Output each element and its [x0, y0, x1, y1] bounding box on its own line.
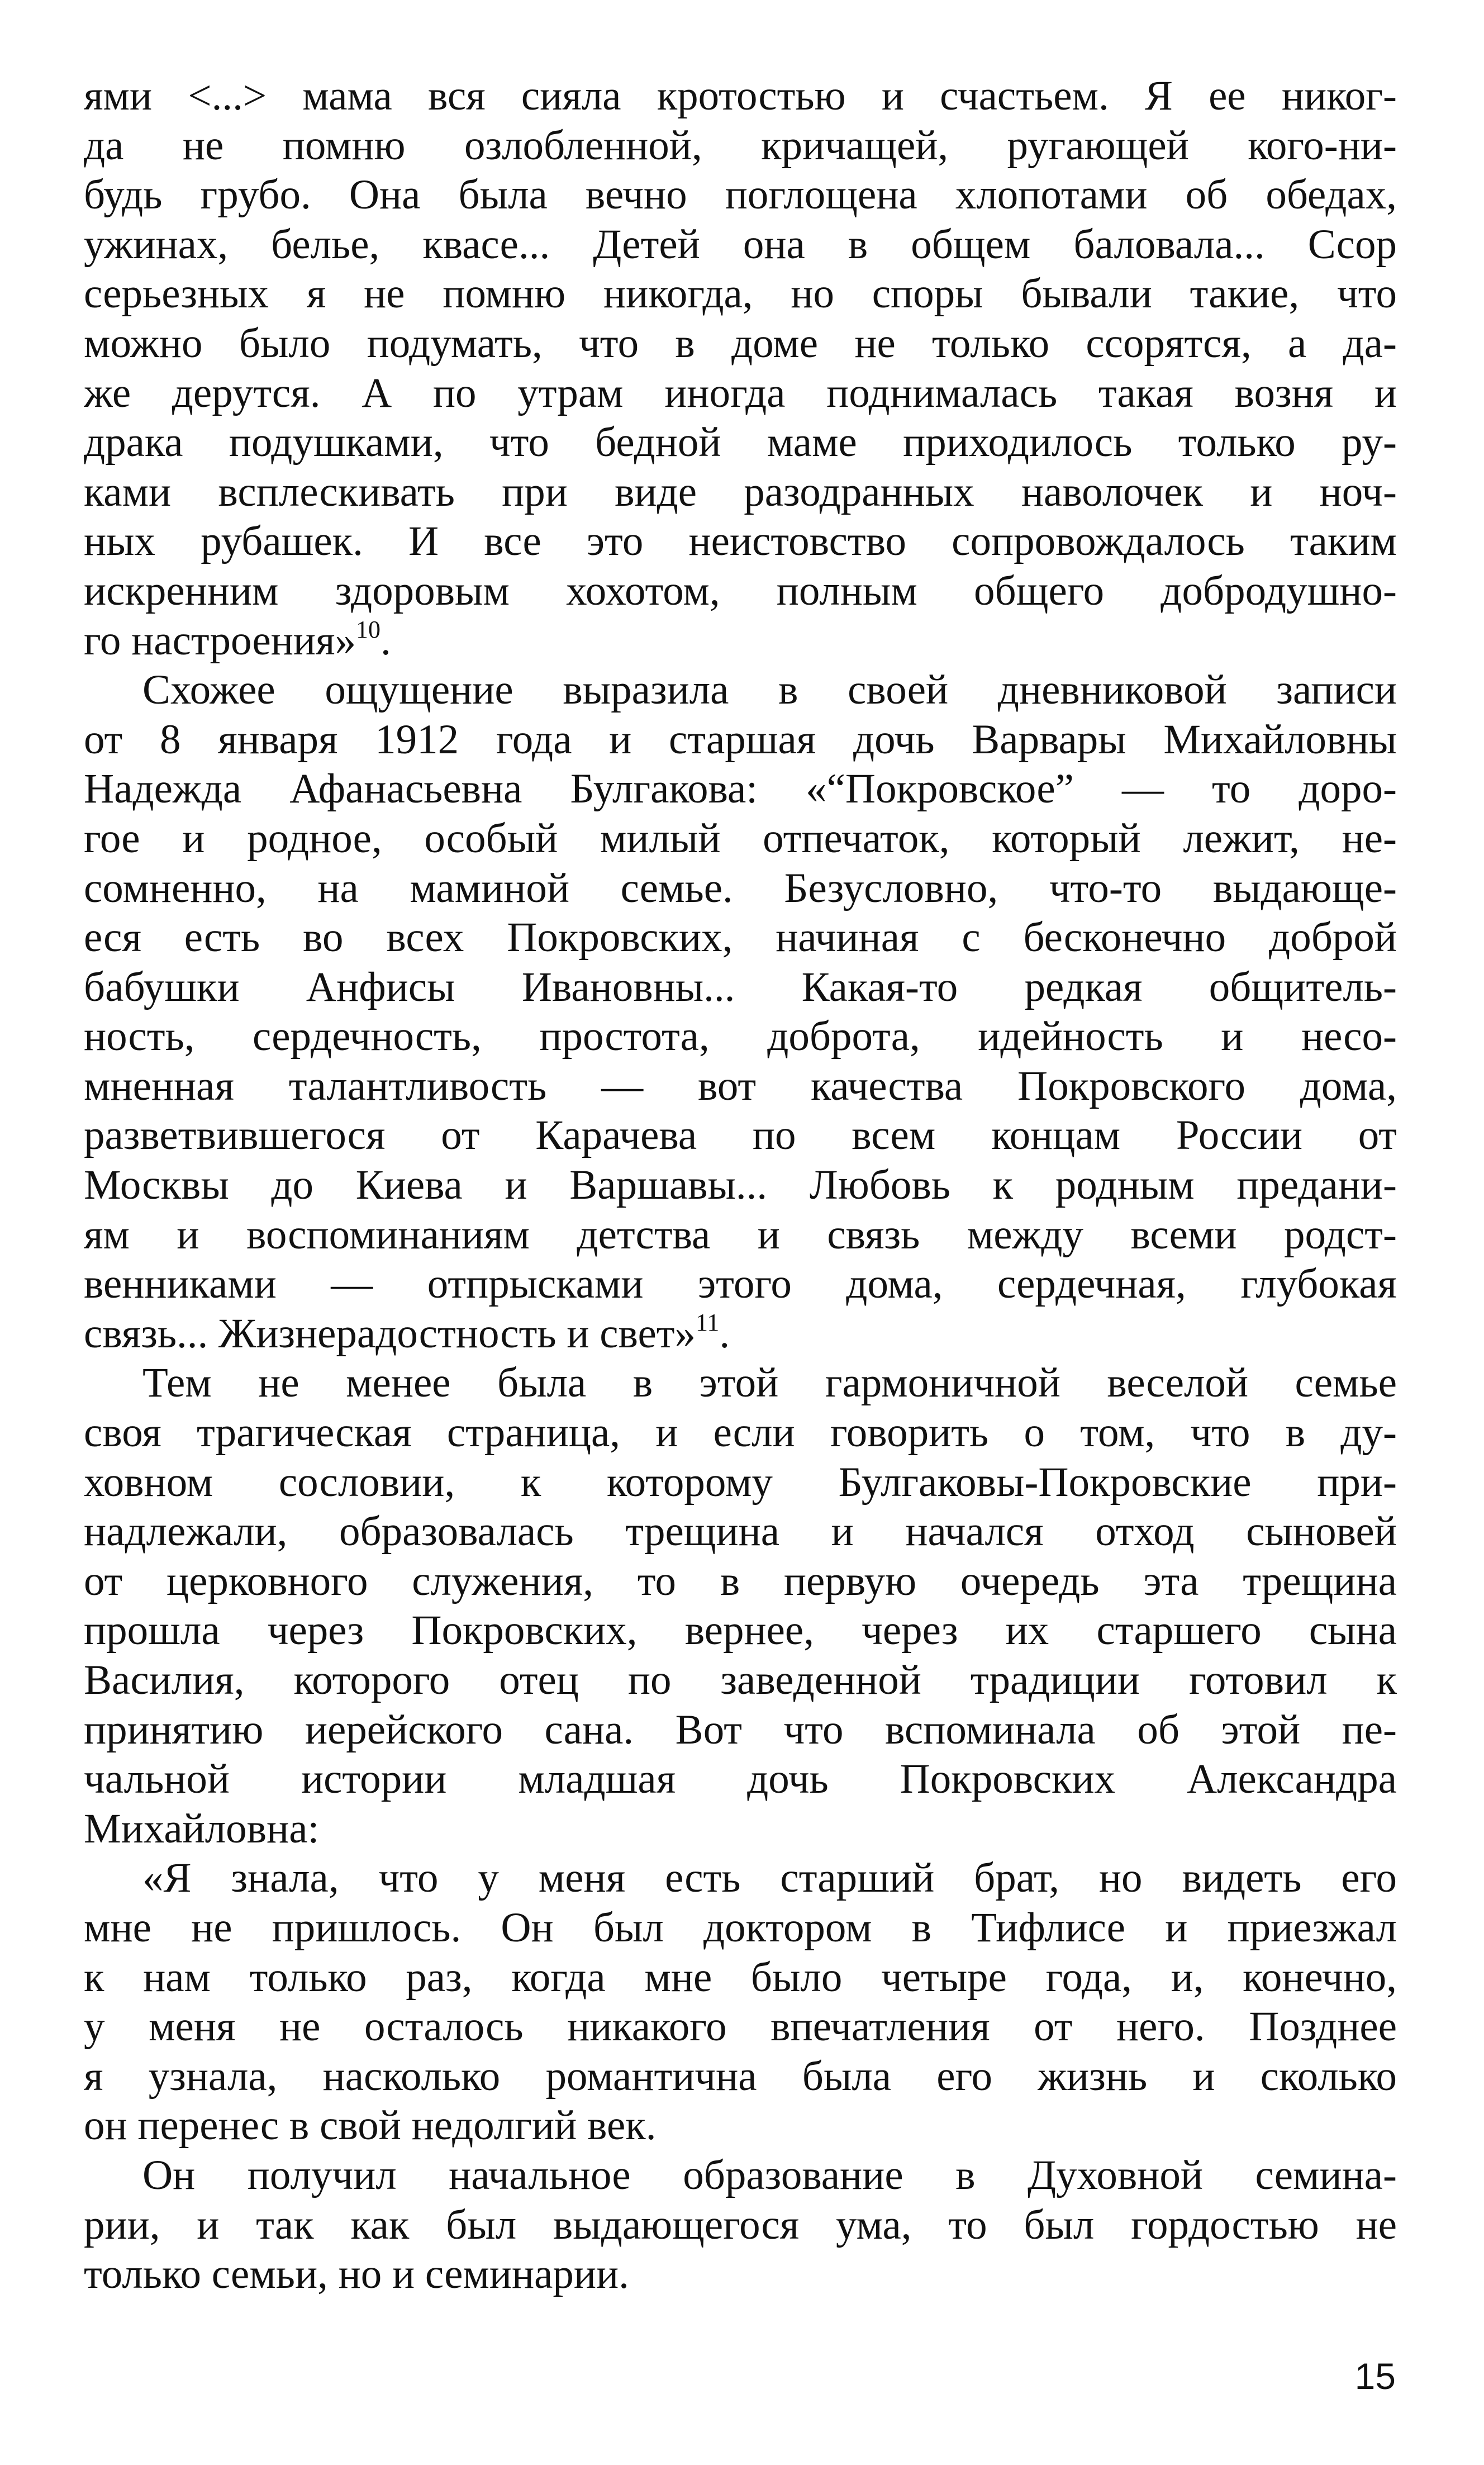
text-line: принятию иерейского сана. Вот что вспоминала об этой пе-	[84, 1706, 1397, 1753]
text-line: гое и родное, особый милый отпечаток, который лежит, не-	[84, 815, 1397, 862]
text-line: серьезных я не помню никогда, но споры бывали такие, что	[84, 270, 1397, 317]
text-line: Москвы до Киева и Варшавы... Любовь к родным предани-	[84, 1162, 1397, 1209]
text-line: будь грубо. Она была вечно поглощена хлопотами об обедах,	[84, 172, 1397, 219]
text-line: надлежали, образовалась трещина и начался отход сыновей	[84, 1508, 1397, 1555]
text-line: разветвившегося от Карачева по всем концам России от	[84, 1112, 1397, 1159]
text-line: от 8 января 1912 года и старшая дочь Варвары Михайловны	[84, 716, 1397, 763]
text-line: же дерутся. А по утрам иногда поднималась такая возня и	[84, 369, 1397, 416]
text-line: бабушки Анфисы Ивановны... Какая-то редкая общитель-	[84, 963, 1397, 1010]
text-line: ям и воспоминаниям детства и связь между всеми родст-	[84, 1211, 1397, 1258]
text-line: только семьи, но и семинарии.	[84, 2251, 629, 2298]
footnote-ref-10: 10	[356, 616, 381, 643]
text-line: можно было подумать, что в доме не только ссорятся, а да-	[84, 320, 1397, 367]
text-line: Он получил начальное образование в Духовной семина-	[142, 2151, 1397, 2198]
text-line: да не помню озлобленной, кричащей, ругающей кого-ни-	[84, 122, 1397, 169]
text-line: у меня не осталось никакого впечатления от него. Позднее	[84, 2003, 1397, 2050]
text-line: от церковного служения, то в первую очередь эта трещина	[84, 1557, 1397, 1604]
text-line: ужинах, белье, квасе... Детей она в общем баловала... Ссор	[84, 221, 1397, 268]
text-line: ками всплескивать при виде разодранных наволочек и ноч-	[84, 468, 1397, 515]
text-line: сомненно, на маминой семье. Безусловно, что-то выдающе-	[84, 865, 1397, 911]
text-line: ных рубашек. И все это неистовство сопровождалось таким	[84, 518, 1397, 565]
line-end-punct: .	[719, 1310, 730, 1357]
text-line: мненная талантливость — вот качества Покровского дома,	[84, 1062, 1397, 1109]
text-line: ность, сердечность, простота, доброта, идейность и несо-	[84, 1013, 1397, 1060]
text-line: еся есть во всех Покровских, начиная с бесконечно доброй	[84, 914, 1397, 961]
text-line: «Я знала, что у меня есть старший брат, но видеть его	[142, 1855, 1397, 1902]
text-line	[84, 1309, 1397, 1359]
text-line: к нам только раз, когда мне было четыре года, и, конечно,	[84, 1954, 1397, 2001]
text-line: ховном сословии, к которому Булгаковы-Покровские при-	[84, 1459, 1397, 1505]
text-line: Михайловна:	[84, 1805, 320, 1852]
body-text	[84, 72, 1397, 2300]
text-line: я узнала, насколько романтична была его жизнь и сколько	[84, 2053, 1397, 2100]
text-line: Василия, которого отец по заведенной традиции готовил к	[84, 1657, 1397, 1703]
text-line: венниками — отпрысками этого дома, сердечная, глубокая	[84, 1261, 1397, 1308]
text-line: Схожее ощущение выразила в своей дневниковой записи	[142, 667, 1397, 714]
text-line: прошла через Покровских, вернее, через их старшего сына	[84, 1607, 1397, 1654]
text-line: искренним здоровым хохотом, полным общего добродушно-	[84, 567, 1397, 614]
text-line: ями <...> мама вся сияла кротостью и счастьем. Я ее никог-	[84, 73, 1397, 119]
text-line: мне не пришлось. Он был доктором в Тифлисе и приезжал	[84, 1904, 1397, 1951]
text-line: драка подушками, что бедной маме приходилось только ру-	[84, 419, 1397, 466]
text-line: Тем не менее была в этой гармоничной веселой семье	[142, 1360, 1397, 1407]
text-line: Надежда Афанасьевна Булгакова: «“Покровское” — то доро-	[84, 766, 1397, 813]
text-line	[84, 616, 1397, 666]
text-line: своя трагическая страница, и если говорить о том, что в ду-	[84, 1409, 1397, 1456]
line-text: го настроения»	[84, 617, 356, 664]
line-end-punct: .	[380, 617, 391, 664]
text-line: рии, и так как был выдающегося ума, то был гордостью не	[84, 2201, 1397, 2248]
text-line: чальной истории младшая дочь Покровских Александра	[84, 1756, 1397, 1803]
page-number: 15	[1354, 2355, 1396, 2397]
line-text: связь... Жизнерадостность и свет»	[84, 1310, 696, 1357]
footnote-ref-11: 11	[696, 1309, 720, 1336]
text-line: он перенес в свой недолгий век.	[84, 2102, 657, 2149]
